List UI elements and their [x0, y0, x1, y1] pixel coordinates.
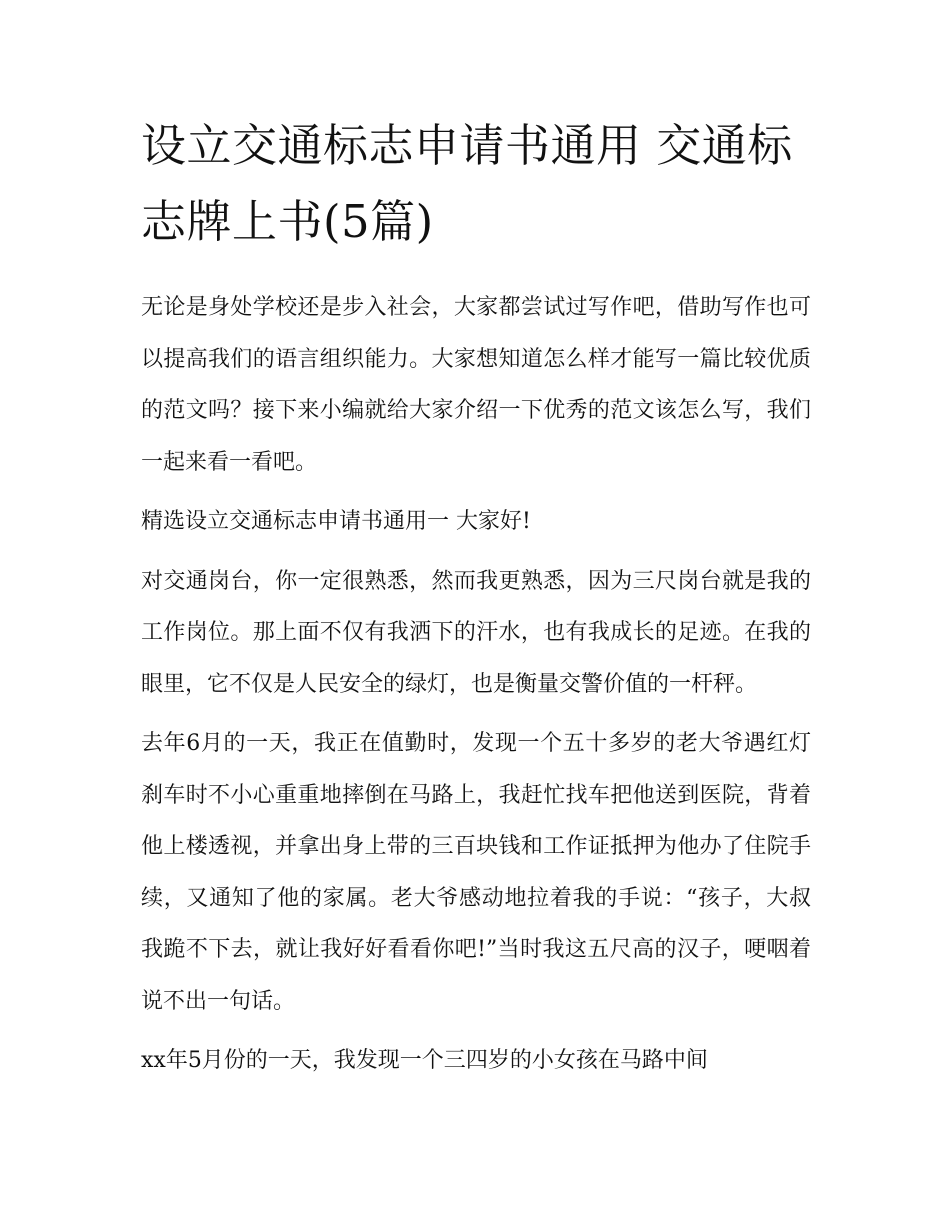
document-page [141, 108, 821, 1095]
paragraph-intro: 无论是身处学校还是步入社会，大家都尝试过写作吧，借助写作也可以提高我们的语言组织能力。大家想知道怎么样才能写一篇比较优质的范文吗？接下来小编就给大家介绍一下优秀的范文该怎么写，我们一起来看一看吧。 [141, 295, 811, 475]
document-title: 设立交通标志申请书通用 交通标志牌上书(5篇) [141, 119, 793, 248]
paragraph-may-story: xx年5月份的一天，我发现一个三四岁的小女孩在马路中间 [141, 1048, 708, 1073]
paragraph-june-story: 去年6月的一天，我正在值勤时，发现一个五十多岁的老大爷遇红灯刹车时不小心重重地摔倒在马路上，我赶忙找车把他送到医院，背着他上楼透视，并拿出身上带的三百块钱和工作证抵押为他办了住院手续，又通知了他的家属。老大爷感动地拉着我的手说：“孩子，大叔我跪不下去，就让我好好看看你吧!”当时我这五尺高的汉子，哽咽着说不出一句话。 [141, 731, 811, 1014]
paragraph-traffic-post: 对交通岗台，你一定很熟悉，然而我更熟悉，因为三尺岗台就是我的工作岗位。那上面不仅有我洒下的汗水，也有我成长的足迹。在我的眼里，它不仅是人民安全的绿灯，也是衡量交警价值的一杆秤。 [141, 568, 811, 697]
paragraph-greeting: 精选设立交通标志申请书通用一 大家好! [141, 509, 531, 534]
